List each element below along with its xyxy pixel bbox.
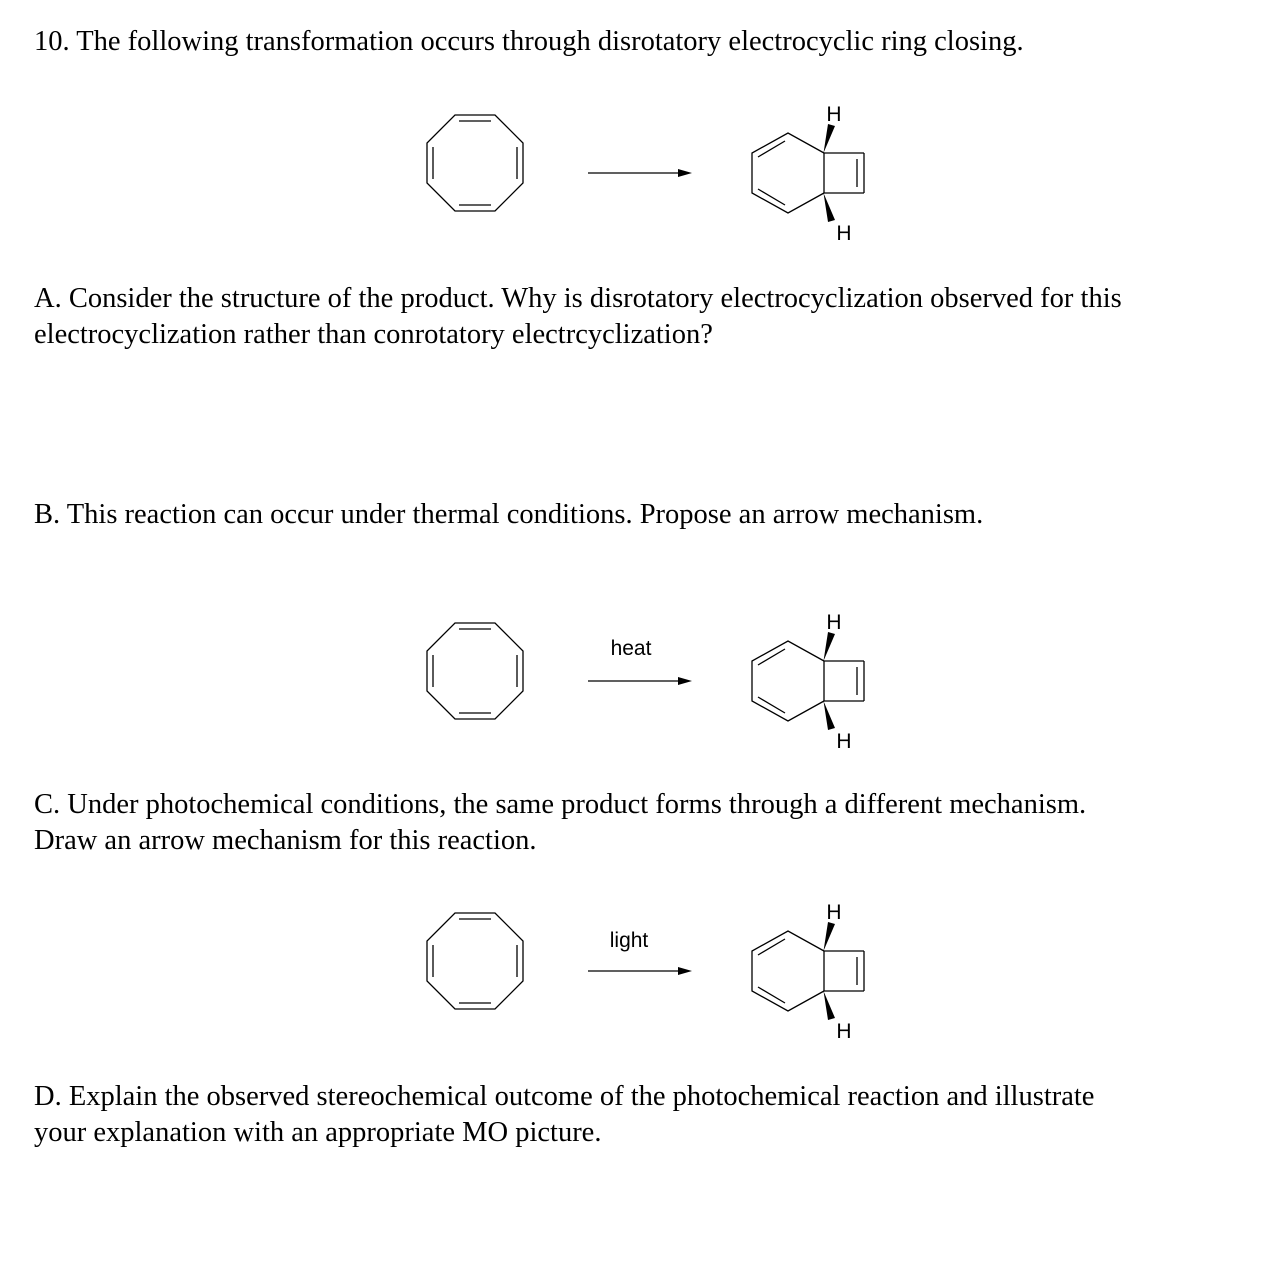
cyclooctatetraene-structure — [427, 623, 523, 719]
wedge-bond-bottom — [824, 991, 836, 1020]
part-c-prompt — [34, 787, 1086, 859]
reaction-scheme-3-drawing — [410, 893, 890, 1043]
hydrogen-label-top: H — [826, 901, 842, 924]
reaction-condition-label: heat — [610, 637, 652, 660]
reaction-scheme-1 — [410, 95, 890, 245]
part-d-prompt — [34, 1079, 1094, 1151]
reaction-arrow — [588, 677, 692, 685]
part-b-text: B. This reaction can occur under thermal conditions. Propose an arrow mechanism. — [34, 499, 984, 530]
part-b-prompt — [34, 497, 983, 533]
bicyclooctatriene-structure — [752, 133, 864, 213]
cyclooctatetraene-structure — [427, 115, 523, 211]
reaction-scheme-3 — [410, 893, 890, 1043]
part-c-line-2: Draw an arrow mechanism for this reaction. — [34, 825, 537, 856]
reaction-arrow — [588, 967, 692, 975]
reaction-scheme-2-drawing — [410, 603, 890, 753]
part-d-line-1: D. Explain the observed stereochemical outcome of the photochemical reaction and illustrate — [34, 1081, 1095, 1112]
part-a-line-2: electrocyclization rather than conrotatory electrcyclization? — [34, 319, 713, 350]
part-a-line-1: A. Consider the structure of the product. Why is disrotatory electrocyclization observed for this — [34, 283, 1122, 314]
hydrogen-label-top: H — [826, 611, 842, 634]
wedge-bond-top — [824, 922, 836, 951]
wedge-bond-bottom — [824, 701, 836, 730]
question-title — [34, 24, 1024, 60]
hydrogen-label-bottom: H — [836, 222, 852, 245]
part-c-line-1: C. Under photochemical conditions, the same product forms through a different mechanism. — [34, 789, 1087, 820]
cyclooctatetraene-structure — [427, 913, 523, 1009]
hydrogen-label-bottom: H — [836, 1020, 852, 1043]
wedge-bond-bottom — [824, 193, 836, 222]
hydrogen-label-bottom: H — [836, 730, 852, 753]
hydrogen-label-top: H — [826, 103, 842, 126]
reaction-scheme-1-drawing — [410, 95, 890, 245]
wedge-bond-top — [824, 124, 836, 153]
question-title-text: 10. The following transformation occurs through disrotatory electrocyclic ring closing. — [34, 26, 1024, 57]
bicyclooctatriene-structure — [752, 931, 864, 1011]
reaction-arrow — [588, 169, 692, 177]
reaction-condition-label: light — [609, 929, 649, 952]
part-d-line-2: your explanation with an appropriate MO picture. — [34, 1117, 602, 1148]
reaction-scheme-2 — [410, 603, 890, 753]
wedge-bond-top — [824, 632, 836, 661]
bicyclooctatriene-structure — [752, 641, 864, 721]
part-a-prompt — [34, 281, 1122, 353]
